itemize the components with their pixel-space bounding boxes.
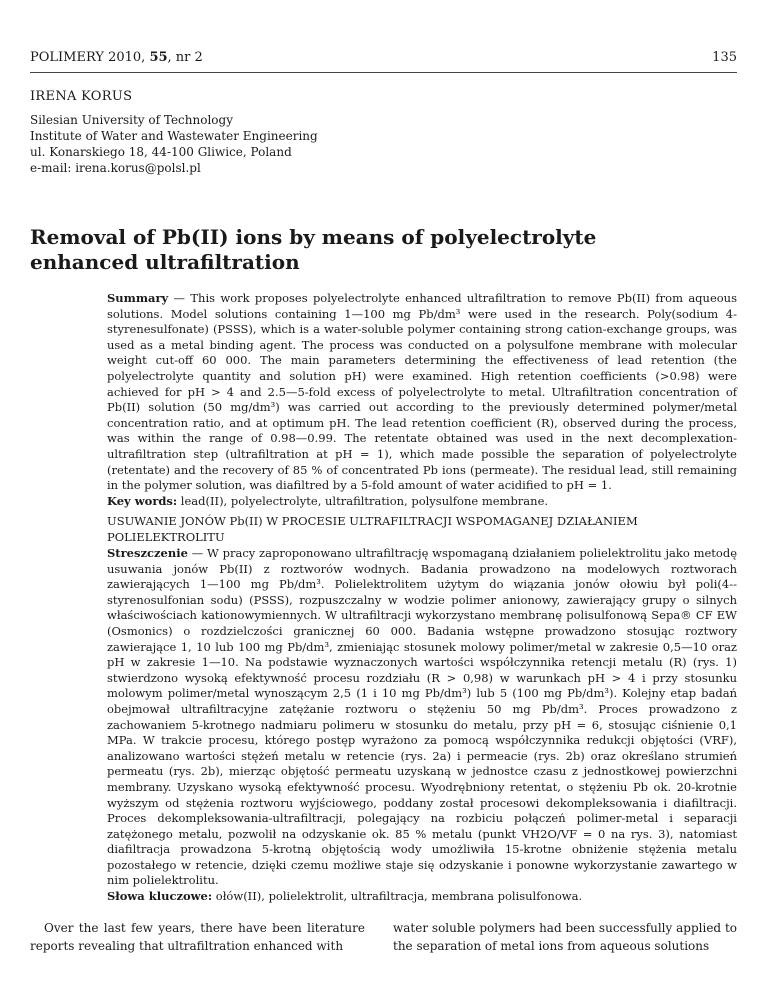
author-email: e-mail: irena.korus@polsl.pl <box>30 161 201 175</box>
abstract-polish <box>107 546 737 905</box>
streszczenie-text: — W pracy zaproponowano ultrafiltrację wspomaganą działaniem polielektrolitu jako metodę usuwania jonów Pb(II) z roztworów wodnych. Badania prowadzono na modelowych roztworach zawierających 1—100 mg Pb/dm³. Polielektrolitem użytym do wiązania jonów ołowiu był poli(4--styrenosulfonian sodu) (PSSS), rozpuszczalny w wodzie polimer anionowy, zawierający grupy o silnych właściwościach kationowymiennych. W ultrafiltracji wykorzystano membranę polisulfonową Sepa® CF EW (Osmonics) o rozdzielczości granicznej 60 000. Badania wstępne prowadzono stosując roztwory zawierające 1, 10 lub 100 mg Pb/dm³, zmieniając stosunek molowy polimer/metal w zakresie 0,5—10 oraz pH w zakresie 1—10. Na podstawie wyznaczonych wartości współczynnika retencji metalu (R) (rys. 1) stwierdzono wysoką efektywność procesu rozdziału (R > 0,98) w warunkach pH > 4 i przy stosunku molowym polimer/metal wynoszącym 2,5 (1 i 10 mg Pb/dm³) lub 5 (100 mg Pb/dm³). Kolejny etap badań obejmował ultrafiltracyjne zatężanie roztworu o stężeniu 50 mg Pb/dm³. Proces prowadzono z zachowaniem 5-krotnego nadmiaru polimeru w stosunku do metalu, przy pH = 6, stosując ciśnienie 0,1 MPa. W trakcie procesu, którego postęp wyrażono za pomocą współczynnika redukcji objętości (VRF), analizowano wartości stężeń metalu w retencie (rys. 2a) i permeacie (rys. 2b) oraz określano strumień permeatu (rys. 2b), mierząc objętość permeatu uzyskaną w jednostce czasu z jednostkowej powierzchni membrany. Uzyskano wysoką efektywność procesu. Wyodrębniony retentat, o stężeniu Pb ok. 20-krotnie wyższym od stężenia roztworu wyjściowego, poddany został procesowi dekompleksowania i diafiltracji. Proces dekompleksowania-ultrafiltracji, polegający na rozbiciu połączeń polimer-metal i separacji zatężonego metalu, pozwolił na odzyskanie ok. 85 % metalu (punkt VH2O/VF = 0 na rys. 3), natomiast diafiltracja prowadzona 5-krotną objętością wody umożliwiła 15-krotne obniżenie stężenia metalu pozostałego w retencie, dzięki czemu możliwe staje się odzyskanie i ponowne wykorzystanie zawartego w nim polielektrolitu. <box>107 546 737 888</box>
slowa-kluczowe-label: Słowa kluczowe: <box>107 889 213 904</box>
summary-label: Summary <box>107 291 169 305</box>
author-name: IRENA KORUS <box>30 89 133 104</box>
journal-issue: , nr 2 <box>167 50 203 65</box>
body-column-right: water soluble polymers had been successfully applied to the separation of metal ions from aqueous solutions <box>393 921 737 953</box>
affiliation <box>30 112 318 176</box>
paper-title: Removal of Pb(II) ions by means of polyelectrolyte enhanced ultrafiltration <box>30 225 597 274</box>
summary-text: — This work proposes polyelectrolyte enhanced ultrafiltration to remove Pb(II) from aqueous solutions. Model solutions containing 1—100 mg Pb/dm³ were used in the research. Poly(sodium 4-styrenesulfonate) (PSSS), which is a water-soluble polymer containing strong cation-exchange groups, was used as a metal binding agent. The process was conducted on a polysulfone membrane with molecular weight cut-off 60 000. The main parameters determining the effectiveness of lead retention (the polyelectrolyte quantity and solution pH) were examined. High retention coefficients (>0.98) were achieved for pH > 4 and 2.5—5-fold excess of polyelectrolyte to metal. Ultrafiltration concentration of Pb(II) solution (50 mg/dm³) was carried out according to the previously determined polymer/metal concentration ratio, and at optimum pH. The lead retention coefficient (R), observed during the process, was within the range of 0.98—0.99. The retentate obtained was used in the next decomplexation-ultrafiltration step (ultrafiltration at pH = 1), which made possible the separation of polyelectrolyte (retentate) and the recovery of 85 % of concentrated Pb ions (permeate). The residual lead, still remaining in the polymer solution, was diafiltred by a 5-fold amount of water acidified to pH = 1. <box>107 291 737 493</box>
affiliation-line: ul. Konarskiego 18, 44-100 Gliwice, Poland <box>30 145 292 159</box>
journal-volume: 55 <box>149 50 168 65</box>
running-header <box>30 50 737 65</box>
affiliation-line: Silesian University of Technology <box>30 113 233 127</box>
abstract-english <box>107 291 737 509</box>
keywords-text: lead(II), polyelectrolyte, ultrafiltration, polysulfone membrane. <box>177 493 549 508</box>
slowa-kluczowe-text: ołów(II), polielektrolit, ultrafiltracja, membrana polisulfonowa. <box>212 889 583 904</box>
streszczenie-label: Streszczenie <box>107 546 188 560</box>
affiliation-line: Institute of Water and Wastewater Engineering <box>30 129 318 143</box>
keywords-label: Key words: <box>107 493 178 508</box>
header-rule <box>30 72 737 73</box>
journal-name: POLIMERY 2010, <box>30 50 150 65</box>
body-column-left: Over the last few years, there have been literature reports revealing that ultrafiltration enhanced with <box>30 921 365 953</box>
polish-title: USUWANIE JONÓW Pb(II) W PROCESIE ULTRAFILTRACJI WSPOMAGANEJ DZIAŁANIEM POLIELEKTROLITU <box>107 514 638 544</box>
page-number: 135 <box>712 50 737 65</box>
